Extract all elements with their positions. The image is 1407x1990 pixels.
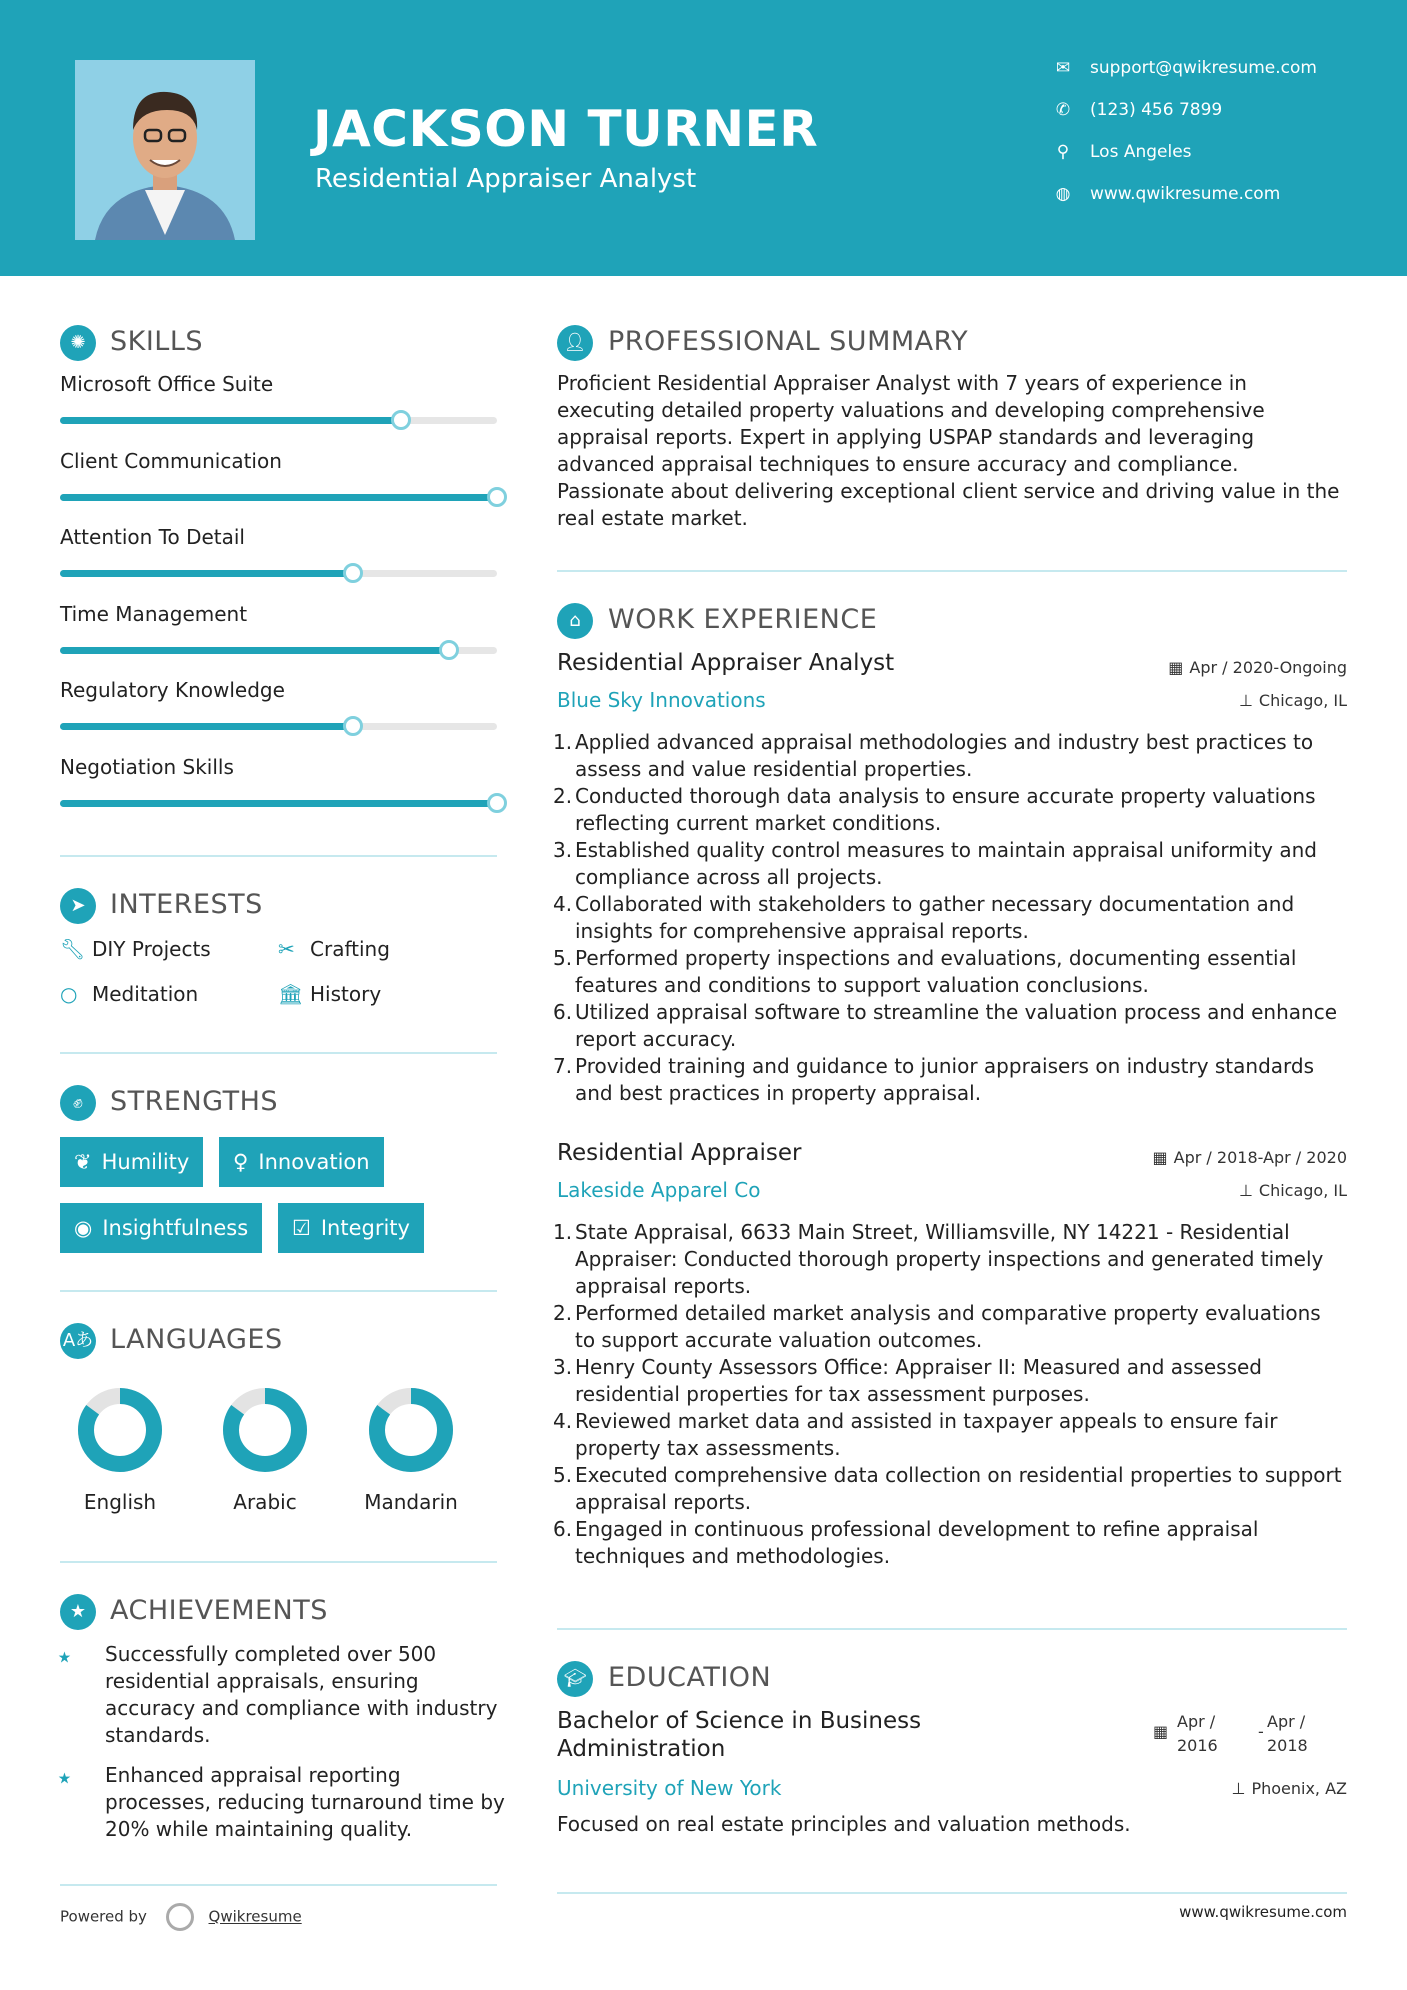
powered-by: Powered by Qwikresume xyxy=(60,1903,302,1931)
checkbox-icon: ☑ xyxy=(292,1216,311,1240)
job-responsibilities xyxy=(553,1219,1345,1570)
leaf-icon: ❦ xyxy=(74,1150,92,1174)
responsibility-item xyxy=(553,891,1345,945)
skill-level-knob xyxy=(487,793,507,813)
divider xyxy=(60,1561,497,1563)
skill-level-bar xyxy=(60,647,497,654)
skill-level-bar xyxy=(60,800,497,807)
skill-label: Time Management xyxy=(60,601,248,626)
skill-level-knob xyxy=(487,487,507,507)
summary-text: Proficient Residential Appraiser Analyst with 7 years of experience in executing detailed property valuations and developing comprehensive appraisal reports. Expert in applying USPAP standards and leveraging advanced appraisal techniques to ensure accuracy and compliance. Passionate about delivering exceptional client service and driving value in the real estate market. xyxy=(557,371,1340,530)
list-number: 7. xyxy=(553,1054,573,1078)
skill-level-fill xyxy=(60,800,497,807)
responsibility-text: Executed comprehensive data collection on residential properties to support appraisal reports. xyxy=(575,1463,1342,1514)
skill-level-knob xyxy=(343,716,363,736)
skill-level-knob xyxy=(439,640,459,660)
person-avatar-icon xyxy=(75,60,255,240)
skill-level-fill xyxy=(60,723,353,730)
languages-heading: LANGUAGES xyxy=(110,1324,283,1355)
office-chair-icon: ⌂ xyxy=(557,603,593,639)
divider xyxy=(557,1892,1347,1894)
paper-plane-icon: ➤ xyxy=(60,888,96,924)
education-description: Focused on real estate principles and valuation methods. xyxy=(557,1812,1131,1836)
interest-item: 🏛︎ History xyxy=(278,982,382,1006)
list-number: 4. xyxy=(553,1409,573,1433)
eye-icon: ◉ xyxy=(74,1216,93,1240)
responsibility-text: Henry County Assessors Office: Appraiser II: Measured and assessed residential properties for tax assessment purposes. xyxy=(575,1355,1262,1406)
circle-icon: ○ xyxy=(60,982,78,1006)
degree-title: Bachelor of Science in Business Administration xyxy=(557,1708,922,1762)
achievement-item: Successfully completed over 500 residential appraisals, ensuring accuracy and compliance with industry standards. xyxy=(105,1642,498,1747)
job-title: Residential Appraiser Analyst xyxy=(557,650,895,676)
language-donut-charts xyxy=(40,1370,520,1490)
candidate-role: Residential Appraiser Analyst xyxy=(315,164,697,194)
skills-heading: SKILLS xyxy=(110,326,204,357)
contact-phone[interactable]: ✆ (123) 456 7899 xyxy=(1055,100,1223,120)
job-title: Residential Appraiser xyxy=(557,1140,802,1166)
list-number: 1. xyxy=(553,1220,573,1244)
responsibility-text: Utilized appraisal software to streamline the valuation process and enhance report accuracy. xyxy=(575,1000,1338,1051)
wrench-icon: 🔧︎ xyxy=(60,937,86,961)
divider xyxy=(557,1628,1347,1630)
profile-photo xyxy=(75,60,255,240)
job-location: ⊥ Chicago, IL xyxy=(1238,1181,1347,1200)
responsibility-text: Engaged in continuous professional development to refine appraisal techniques and methodologies. xyxy=(575,1517,1259,1568)
list-number: 5. xyxy=(553,946,573,970)
responsibility-text: Established quality control measures to maintain appraisal uniformity and compliance across all projects. xyxy=(575,838,1318,889)
lightbulb-icon: ♀ xyxy=(233,1150,249,1174)
job-date: ▦ Apr / 2020-Ongoing xyxy=(1168,658,1347,677)
scissors-icon: ✂ xyxy=(278,937,295,961)
language-label: Mandarin xyxy=(364,1490,458,1514)
strength-tag: ♀ Innovation xyxy=(219,1137,384,1187)
calendar-icon: ▦ xyxy=(1152,1148,1168,1167)
star-badge-icon: ★ xyxy=(60,1594,96,1630)
museum-icon: 🏛︎ xyxy=(278,982,304,1006)
star-icon: ⭑ xyxy=(58,1763,71,1791)
pushpin-icon: ⊥ xyxy=(1238,691,1253,710)
contact-email[interactable]: ✉ support@qwikresume.com xyxy=(1055,58,1317,78)
skill-level-fill xyxy=(60,494,497,501)
skill-level-fill xyxy=(60,417,401,424)
globe-icon: ◍ xyxy=(1055,184,1071,204)
fist-icon: ✊︎ xyxy=(60,1085,96,1121)
responsibility-text: Performed detailed market analysis and comparative property evaluations to support accurate valuation outcomes. xyxy=(575,1301,1321,1352)
responsibility-text: State Appraisal, 6633 Main Street, Williamsville, NY 14221 - Residential Appraiser: Conducted thorough property inspections and generated timely appraisal reports. xyxy=(575,1220,1324,1298)
interests-heading: INTERESTS xyxy=(110,889,263,920)
job-responsibilities xyxy=(553,729,1345,1107)
skill-label: Attention To Detail xyxy=(60,525,245,549)
strength-tag: ☑ Integrity xyxy=(278,1203,424,1253)
lightbulb-icon: ✺ xyxy=(60,325,96,361)
skill-label: Negotiation Skills xyxy=(60,754,234,779)
strength-tag: ❦ Humility xyxy=(60,1137,203,1187)
skill-level-bar xyxy=(60,494,497,501)
divider xyxy=(60,855,497,857)
summary-heading: PROFESSIONAL SUMMARY xyxy=(608,326,969,357)
achievements-heading: ACHIEVEMENTS xyxy=(110,1595,328,1626)
responsibility-text: Collaborated with stakeholders to gather necessary documentation and insights for comprehensive appraisal reports. xyxy=(575,892,1295,943)
list-number: 6. xyxy=(553,1000,573,1024)
responsibility-item xyxy=(553,1408,1345,1462)
skill-label: Regulatory Knowledge xyxy=(60,678,285,702)
list-number: 1. xyxy=(553,730,573,754)
pushpin-icon: ⊥ xyxy=(1231,1779,1246,1798)
responsibility-text: Provided training and guidance to junior appraisers on industry standards and best practices in property appraisal. xyxy=(575,1054,1315,1105)
skill-label: Client Communication xyxy=(60,448,282,473)
responsibility-item xyxy=(553,999,1345,1053)
list-number: 5. xyxy=(553,1463,573,1487)
language-label: English xyxy=(83,1490,157,1514)
qwikresume-logo-icon xyxy=(166,1903,194,1931)
responsibility-item xyxy=(553,783,1345,837)
footer-url[interactable]: www.qwikresume.com xyxy=(1179,1903,1347,1921)
responsibility-item xyxy=(553,1516,1345,1570)
graduate-icon: 🎓︎ xyxy=(557,1661,593,1697)
brand-link[interactable]: Qwikresume xyxy=(208,1907,302,1926)
responsibility-text: Applied advanced appraisal methodologies and industry best practices to assess and value residential properties. xyxy=(575,730,1314,781)
candidate-name: JACKSON TURNER xyxy=(313,100,819,158)
job-location: ⊥ Chicago, IL xyxy=(1238,691,1347,710)
skill-level-fill xyxy=(60,570,353,577)
list-number: 3. xyxy=(553,1355,573,1379)
skill-level-bar xyxy=(60,723,497,730)
contact-location: ⚲ Los Angeles xyxy=(1054,142,1192,162)
strengths-heading: STRENGTHS xyxy=(110,1086,279,1117)
pushpin-icon: ⊥ xyxy=(1238,1181,1253,1200)
achievement-item: Enhanced appraisal reporting processes, reducing turnaround time by 20% while maintaining quality. xyxy=(105,1763,505,1841)
responsibility-text: Reviewed market data and assisted in taxpayer appeals to ensure fair property tax assessments. xyxy=(575,1409,1278,1460)
skill-level-knob xyxy=(343,563,363,583)
education-dates: ▦ Apr / 2016 - Apr / 2018 xyxy=(1153,1712,1308,1755)
interest-item: 🔧︎ DIY Projects xyxy=(60,937,211,961)
company-name: Blue Sky Innovations xyxy=(557,688,766,712)
skill-level-fill xyxy=(60,647,449,654)
responsibility-item xyxy=(553,1219,1345,1300)
envelope-icon: ✉ xyxy=(1055,58,1071,78)
header-banner xyxy=(0,0,1407,276)
interest-item: ○ Meditation xyxy=(60,982,199,1006)
list-number: 2. xyxy=(553,1301,573,1325)
language-icon: Aあ xyxy=(60,1323,96,1359)
education-location: ⊥ Phoenix, AZ xyxy=(1231,1779,1347,1798)
contact-website[interactable]: ◍ www.qwikresume.com xyxy=(1055,184,1281,204)
education-heading: EDUCATION xyxy=(608,1662,772,1693)
responsibility-item xyxy=(553,837,1345,891)
skill-level-bar xyxy=(60,417,497,424)
list-number: 3. xyxy=(553,838,573,862)
list-number: 4. xyxy=(553,892,573,916)
responsibility-item xyxy=(553,1354,1345,1408)
job-date: ▦ Apr / 2018-Apr / 2020 xyxy=(1152,1148,1347,1167)
responsibility-item xyxy=(553,1053,1345,1107)
responsibility-text: Conducted thorough data analysis to ensure accurate property valuations reflecting current market conditions. xyxy=(575,784,1316,835)
divider xyxy=(60,1290,497,1292)
responsibility-item xyxy=(553,945,1345,999)
list-number: 6. xyxy=(553,1517,573,1541)
phone-icon: ✆ xyxy=(1055,100,1071,120)
responsibility-item xyxy=(553,729,1345,783)
skill-level-bar xyxy=(60,570,497,577)
interest-item: ✂ Crafting xyxy=(278,937,390,961)
user-icon: 👤︎ xyxy=(557,325,593,361)
divider xyxy=(557,570,1347,572)
skill-label: Microsoft Office Suite xyxy=(60,372,274,396)
experience-heading: WORK EXPERIENCE xyxy=(608,604,878,635)
school-name: University of New York xyxy=(557,1776,782,1800)
calendar-icon: ▦ xyxy=(1168,658,1184,677)
list-number: 2. xyxy=(553,784,573,808)
strength-tag: ◉ Insightfulness xyxy=(60,1203,262,1253)
company-name: Lakeside Apparel Co xyxy=(557,1178,761,1202)
responsibility-item xyxy=(553,1300,1345,1354)
responsibility-item xyxy=(553,1462,1345,1516)
calendar-icon: ▦ xyxy=(1153,1722,1169,1741)
divider xyxy=(60,1052,497,1054)
language-label: Arabic xyxy=(233,1490,297,1514)
responsibility-text: Performed property inspections and evaluations, documenting essential features and conditions to support valuation conclusions. xyxy=(575,946,1297,997)
location-pin-icon: ⚲ xyxy=(1056,142,1070,162)
skill-level-knob xyxy=(391,410,411,430)
star-icon: ⭑ xyxy=(58,1642,71,1670)
divider xyxy=(60,1884,497,1886)
